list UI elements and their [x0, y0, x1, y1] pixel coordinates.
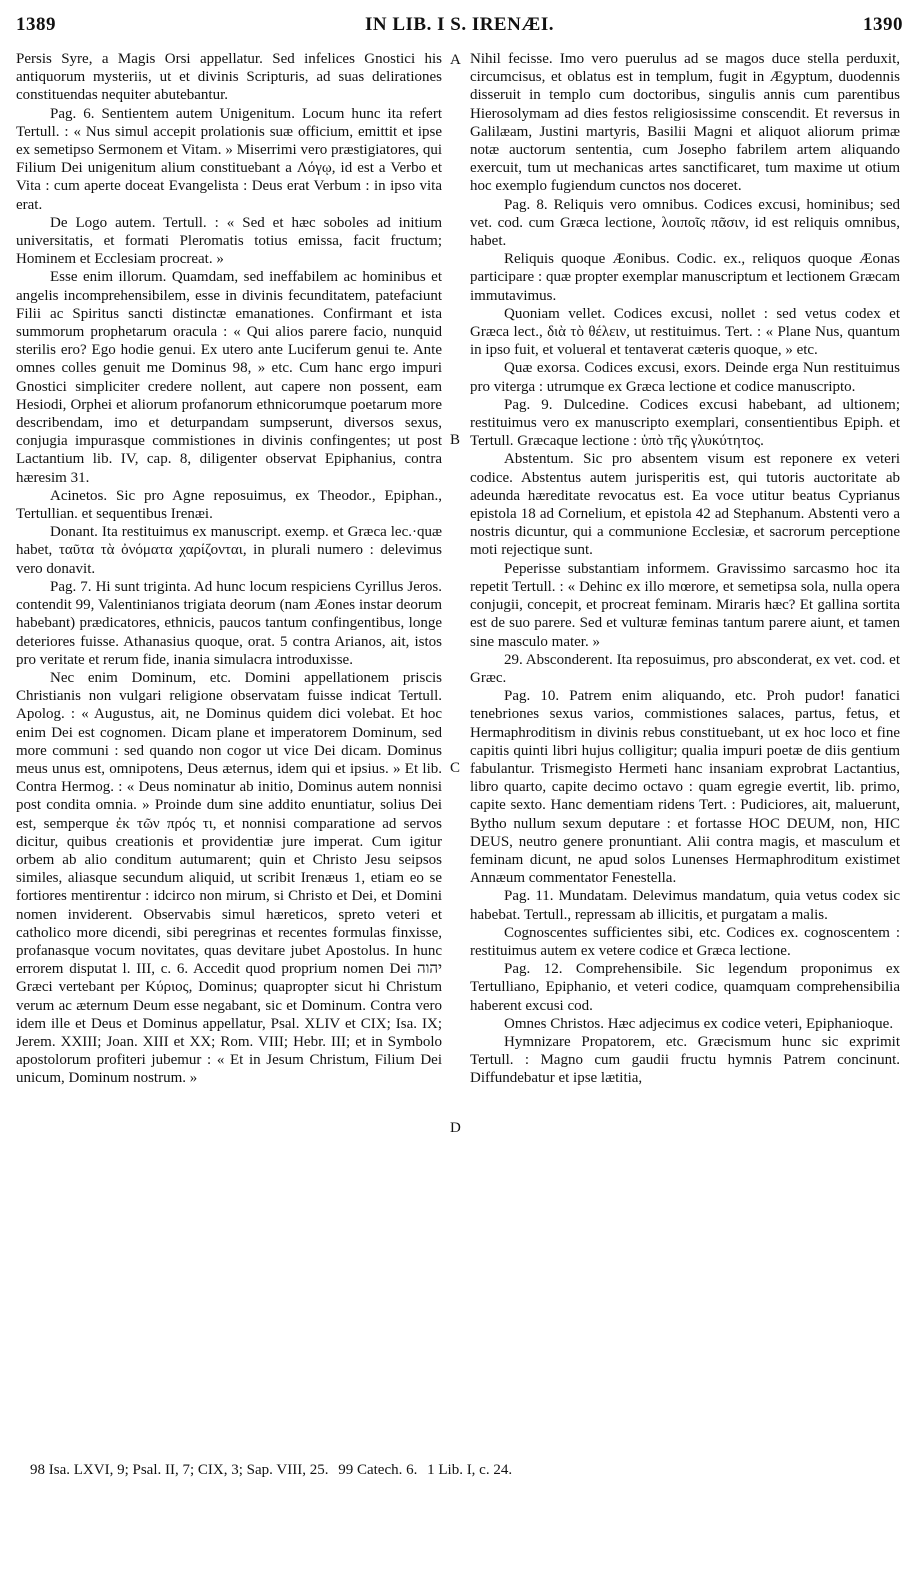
paragraph: Hymnizare Propatorem, etc. Græcismum hunc sic exprimit Tertull. : Magno cum gaudii fructu hymnis Patrem concinunt. Diffundebatur et ipse lætitia,	[470, 1033, 900, 1087]
paragraph: Nihil fecisse. Imo vero puerulus ad se magos duce stella perduxit, circumcisus, et oblatus est in templum, fugit in Ægyptum, duodennis disseruit in templo cum doctoribus, singulis annis cum parentibus Hierosolymam ad dies festos religiosissime conscendit. Et reversus in Galilæam, Justini martyris, Basilii Magni et aliquot aliorum primæ notæ auctorum sententia, cum Josepho fabrilem artem aliquando exercuit, tum ut mechanicas artes sanctificaret, tum maxime ut otium hoc exemplo fugiendum cunctos nos doceret.	[470, 51, 900, 195]
paragraph: Esse enim illorum. Quamdam, sed ineffabilem ac hominibus et angelis incomprehensibilem, esse in divinis fecunditatem, patefaciunt Filii ac Spiritus sancti distinctæ emanationes. Confirmant et ista summorum prophetarum oracula : « Qui alios parere facio, nunquid sterilis ero? Ego hodie genui. Ex utero ante Luciferum genui te. Ante omnes colles genuit me Dominus 98, » etc. Cum hanc ergo impuri Gnostici simpliciter credere nollent, aut capere non possent, eam Hesiodi, Orphei et aliorum profanorum ethnicorumque poetarum more describendam, imo et deturpandam sumpserunt, diversos sexus, conjugia impurasque commistiones in divinis confingentes; ut post Lactantium lib. IV, cap. 8, diligenter observat Epiphanius, contra hæresim 31.	[16, 269, 442, 486]
paragraph: Pag. 6. Sentientem autem Unigenitum. Locum hunc ita refert Tertull. : « Nus simul accepit prolationis suæ officium, emittit et ipse ex semetipso Sermonem et Vitam. » Miserrimi vero præstigiatores, qui Filium Dei unigenitum alium constituebant a Λόγῳ, id est a Verbo et Vita : cum aperte doceat Evangelista : Deus erat Verbum : in ipso vita erat.	[16, 105, 442, 213]
paragraph: Pag. 9. Dulcedine. Codices excusi habebant, ad ultionem; restituimus vero ex manuscripto exemplari, consentientibus Epiph. et Tertull. Græcaque lectione : ὑπὸ τῆς γλυκύτητος.	[470, 396, 900, 450]
paragraph: Acinetos. Sic pro Agne reposuimus, ex Theodor., Epiphan., Tertullian. et sequentibus Irenæi.	[16, 487, 442, 523]
right-column	[470, 50, 900, 1088]
footnote: 1 Lib. I, c. 24.	[427, 1462, 513, 1478]
paragraph: Pag. 8. Reliquis vero omnibus. Codices excusi, hominibus; sed vet. cod. cum Græca lectione, λοιποῖς πᾶσιν, id est reliquis omnibus, habet.	[470, 196, 900, 250]
paragraph: Peperisse substantiam informem. Gravissimo sarcasmo hoc ita repetit Tertull. : « Dehinc ex illo mœrore, et semetipsa sola, nulla opera conjugii, concepit, et procreat feminam. Miraris hæc? Et gallina sortita est de suo parere. Sed et vulturæ feminas tantum parere aiunt, et tamen sine masculo mater. »	[470, 560, 900, 650]
section-marker-b: B	[450, 432, 461, 448]
paragraph: Abstentum. Sic pro absentem visum est reponere ex veteri codice. Abstentus autem jurisperitis est, qui tutoris auctoritate ab adeunda hæreditate revocatus est. Ea voce utitur beatus Cyprianus epistola 18 ad Cornelium, et epistola 42 ad Stephanum. Abstenti vero a nostris dicuntur, qui a communione Ecclesiæ, et sacrorum perceptione moti rejectique sunt.	[470, 451, 900, 559]
paragraph: Persis Syre, a Magis Orsi appellatur. Sed infelices Gnostici his antiquorum mysteriis, ut et divinis Scripturis, ad suas delirationes constituendas nequiter abutebantur.	[16, 51, 442, 104]
paragraph: Cognoscentes sufficientes sibi, etc. Codices ex. cognoscentem : restituimus autem ex vetere codice et Græca lectione.	[470, 924, 900, 959]
section-marker-c: C	[450, 760, 461, 776]
page-number-right: 1390	[863, 14, 903, 35]
footnote: 99 Catech. 6.	[338, 1462, 418, 1478]
paragraph: Omnes Christos. Hæc adjecimus ex codice veteri, Epiphanioque.	[504, 1015, 894, 1032]
running-head	[16, 14, 903, 40]
paragraph: Donant. Ita restituimus ex manuscript. exemp. et Græca lec.·quæ habet, ταῦτα τὰ ὀνόματα χαρίζονται, in plurali numero : delevimus vero donavit.	[16, 524, 442, 577]
footnotes	[30, 1462, 897, 1479]
paragraph: Reliquis quoque Æonibus. Codic. ex., reliquos quoque Æonas participare : quæ propter exemplar manuscriptum et lectionem Græcam immutavimus.	[470, 251, 900, 304]
paragraph: Pag. 7. Hi sunt triginta. Ad hunc locum respiciens Cyrillus Jeros. contendit 99, Valentinianos trigiata deorum (nam Æones instar deorum habebant) prædicatores, ethnicis, paucos tantum confingentibus, longe deteriores fuisse. Athanasius quoque, orat. 5 contra Arianos, ait, istos pro veritate et rerum fide, inania simulacra introduxisse.	[16, 578, 442, 668]
page-number-left: 1389	[16, 14, 56, 35]
paragraph: Pag. 10. Patrem enim aliquando, etc. Proh pudor! fanatici tenebriones sexus varios, commistiones salaces, partus, fetus, et Hermaphroditism in divinis rebus constituebant, ut ex hoc loco et fine capitis quinti libri hujus colligitur; qualia impuri poetæ de diis gentium fabulantur. Trismegisto Hermeti hanc insaniam exprobrat Lactantius, libro quarto, capite decimo octavo : quam egregie evertit, lib. primo, capite sexto. Hanc dementiam ridens Tert. : Pudiciores, ait, maluerunt, Bytho nullum sexum deputare : et fortasse HOC DEUM, non, HIC DEUS, neutro genere pronuntiant. Alii contra magis, et masculum et feminam dicunt, ne apud solos Lunenses Hermaphroditum existimet Annæum commentator Fenestella.	[470, 688, 900, 887]
section-marker-d: D	[450, 1120, 461, 1136]
section-marker-a: A	[450, 52, 461, 68]
paragraph: Quæ exorsa. Codices excusi, exors. Deinde erga Nun restituimus pro viterga : utrumque ex Græca lectione et codice manuscripto.	[470, 360, 900, 395]
paragraph: Nec enim Dominum, etc. Domini appellationem priscis Christianis non vulgari religione observatam fuisse indicat Tertull. Apolog. : « Augustus, ait, ne Dominus quidem dici volebat. Et hoc enim Dei est cognomen. Dicam plane et imperatorem Dominum, sed more communi : sed quando non cogor ut vice Dei dicam. Dominus meus unus est, omnipotens, Deus æternus, idem qui et ipsius. » Et lib. Contra Hermog. : « Deus nominatur ab initio, Dominus autem nonnisi post condita omnia. » Proinde dum sine addito enuntiatur, solius Dei est, semperque ἐκ τῶν πρός τι, et nonnisi comparatione ad servos dicitur, quibus creationis et providentiæ jure imperat. Cum igitur orbem ab alio conditum autumarent; quin et Christo Jesu seipsos similes, aliasque secundum aliquid, ut scribit Irenæus 1, etiam eo se fortiores mentirentur : idcirco non mirum, si Christo et Dei, et Domini nomen inviderent. Observabis simul hæreticos, spreto veteri et catholico more dicendi, sibi peregrinas et recentes formulas finxisse, profanasque vocum novitates, quas devitare jubet Apostolus. In hunc errorem disputat l. III, c. 6. Accedit quod proprium nomen Dei יהוה Græci vertebant per Κύριος, Dominus; quapropter sicut hi Christum verum ac æternum Deum esse negabant, sic et Dominum. Contra vero idem ille et Deus et Dominus appellatur, Psal. XLIV et CIX; Isa. IX; Jerem. XXIII; Joan. XIII et XX; Rom. VIII; Hebr. III; et in Symbolo apostolorum profiteri jubemur : « Et in Jesum Christum, Filium Dei unicum, Dominum nostrum. »	[16, 669, 442, 1087]
paragraph: Pag. 11. Mundatam. Delevimus mandatum, quia vetus codex sic habebat. Tertull., repressam ab illicitis, et purgatam a malis.	[470, 888, 900, 923]
paragraph: Pag. 12. Comprehensibile. Sic legendum proponimus ex Tertulliano, Epiphanio, et veteri codice, quamquam comprehensibilia haberent excusi cod.	[470, 961, 900, 1014]
paragraph: 29. Absconderent. Ita reposuimus, pro absconderat, ex vet. cod. et Græc.	[470, 651, 900, 686]
left-column	[16, 50, 442, 1088]
footnote: 98 Isa. LXVI, 9; Psal. II, 7; CIX, 3; Sap. VIII, 25.	[30, 1462, 329, 1478]
running-title: IN LIB. I S. IRENÆI.	[365, 14, 554, 35]
paragraph: Quoniam vellet. Codices excusi, nollet : sed vetus codex et Græca lect., διὰ τὸ θέλειν, ut restituimus. Tert. : « Plane Nus, quantum in ipso fuit, et volueral et tentaverat cæteris quoque, » etc.	[470, 305, 900, 359]
paragraph: De Logo autem. Tertull. : « Sed et hæc soboles ad initium universitatis, et formati Pleromatis totius emissa, facit fructum; Hominem et Ecclesiam procreat. »	[16, 214, 442, 268]
